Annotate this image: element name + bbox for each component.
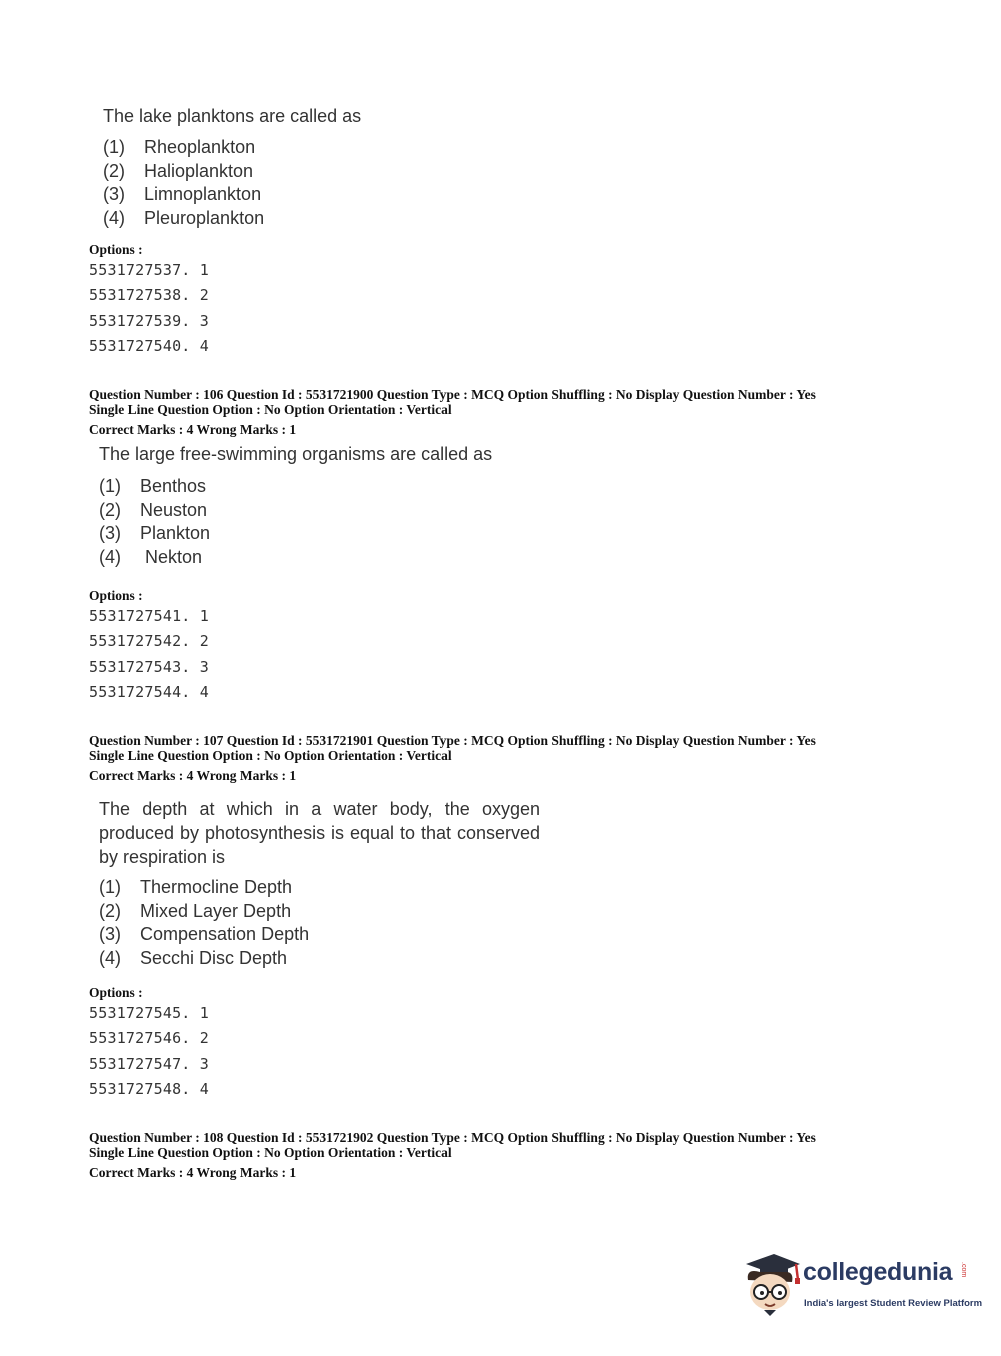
choice-item [99,522,210,546]
option-id: 5531727547. 3 [89,1054,209,1073]
question-meta-line: Single Line Question Option : No Option Orientation : Vertical [89,402,452,417]
choice-list [99,876,309,970]
choice-label: Compensation Depth [140,924,310,944]
choice-item [99,546,210,570]
choice-label: Rheoplankton [144,137,256,157]
mascot-icon [738,1250,804,1318]
option-id: 5531727548. 4 [89,1080,209,1099]
question-text: The large free-swimming organisms are called as [99,444,493,464]
question-meta-line: Question Number : 108 Question Id : 5531721902 Question Type : MCQ Option Shuffling : No Display Question Number : Yes [89,1130,816,1145]
choice-label: Halioplankton [144,160,254,181]
question-meta-line: Question Number : 106 Question Id : 5531721900 Question Type : MCQ Option Shuffling : No Display Question Number : Yes [89,387,816,402]
options-heading: Options : [89,588,143,603]
question-meta [89,387,816,437]
option-id: 5531727544. 4 [89,683,209,702]
question-meta [89,733,816,783]
logo-suffix: .com [960,1262,967,1278]
choice-item [99,499,210,523]
choice-number: (4) [99,546,121,567]
option-id: 5531727539. 3 [89,311,209,330]
choice-number: (3) [103,184,125,204]
choice-number: (3) [99,523,121,543]
choice-label: Secchi Disc Depth [140,947,288,968]
choice-label: Limnoplankton [144,184,262,204]
choice-label: Plankton [140,523,211,543]
option-id: 5531727537. 1 [89,261,209,279]
choice-item [99,876,309,900]
option-id-list [89,604,209,706]
option-id: 5531727546. 2 [89,1029,209,1048]
question-text: The lake planktons are called as [103,106,362,126]
logo-wordmark: collegedunia [803,1258,953,1286]
choice-item [103,207,264,231]
choice-list [103,136,264,230]
choice-number: (2) [103,160,125,181]
question-marks: Correct Marks : 4 Wrong Marks : 1 [89,768,297,783]
choice-number: (2) [99,900,121,921]
choice-number: (2) [99,499,121,520]
option-id: 5531727538. 2 [89,286,209,305]
option-id-list [89,258,209,360]
option-id: 5531727542. 2 [89,632,209,651]
question-meta-line: Single Line Question Option : No Option Orientation : Vertical [89,748,452,763]
option-id: 5531727540. 4 [89,337,209,356]
option-id: 5531727543. 3 [89,657,209,676]
choice-label: Thermocline Depth [140,877,293,897]
choice-label: Mixed Layer Depth [140,900,292,921]
choice-label: Benthos [140,476,207,496]
choice-item [99,900,309,924]
options-heading: Options : [89,985,143,1000]
question-text: The depth at which in a water body, the oxygen produced by photosynthesis is equal to that conserved by respiration is [99,799,540,867]
choice-list [99,475,210,569]
choice-label: Pleuroplankton [144,207,265,228]
question-meta-line: Question Number : 107 Question Id : 5531721901 Question Type : MCQ Option Shuffling : No Display Question Number : Yes [89,733,816,748]
logo-tagline: India's largest Student Review Platform [804,1298,983,1309]
choice-item [103,160,264,184]
choice-number: (1) [99,877,121,897]
options-heading: Options : [89,242,143,257]
choice-item [103,136,264,160]
choice-label: Nekton [140,546,203,567]
choice-number: (4) [99,947,121,968]
choice-number: (4) [103,207,125,228]
choice-item [103,183,264,207]
choice-item [99,923,309,947]
choice-number: (1) [99,476,121,496]
question-meta [89,1130,816,1180]
question-marks: Correct Marks : 4 Wrong Marks : 1 [89,422,297,437]
question-marks: Correct Marks : 4 Wrong Marks : 1 [89,1165,297,1180]
option-id: 5531727545. 1 [89,1004,209,1022]
collegedunia-logo [738,1248,983,1324]
choice-number: (3) [99,924,121,944]
choice-number: (1) [103,137,125,157]
choice-item [99,475,210,499]
option-id: 5531727541. 1 [89,607,209,625]
choice-item [99,947,309,971]
question-meta-line: Single Line Question Option : No Option Orientation : Vertical [89,1145,452,1160]
option-id-list [89,1001,209,1103]
choice-label: Neuston [140,499,208,520]
